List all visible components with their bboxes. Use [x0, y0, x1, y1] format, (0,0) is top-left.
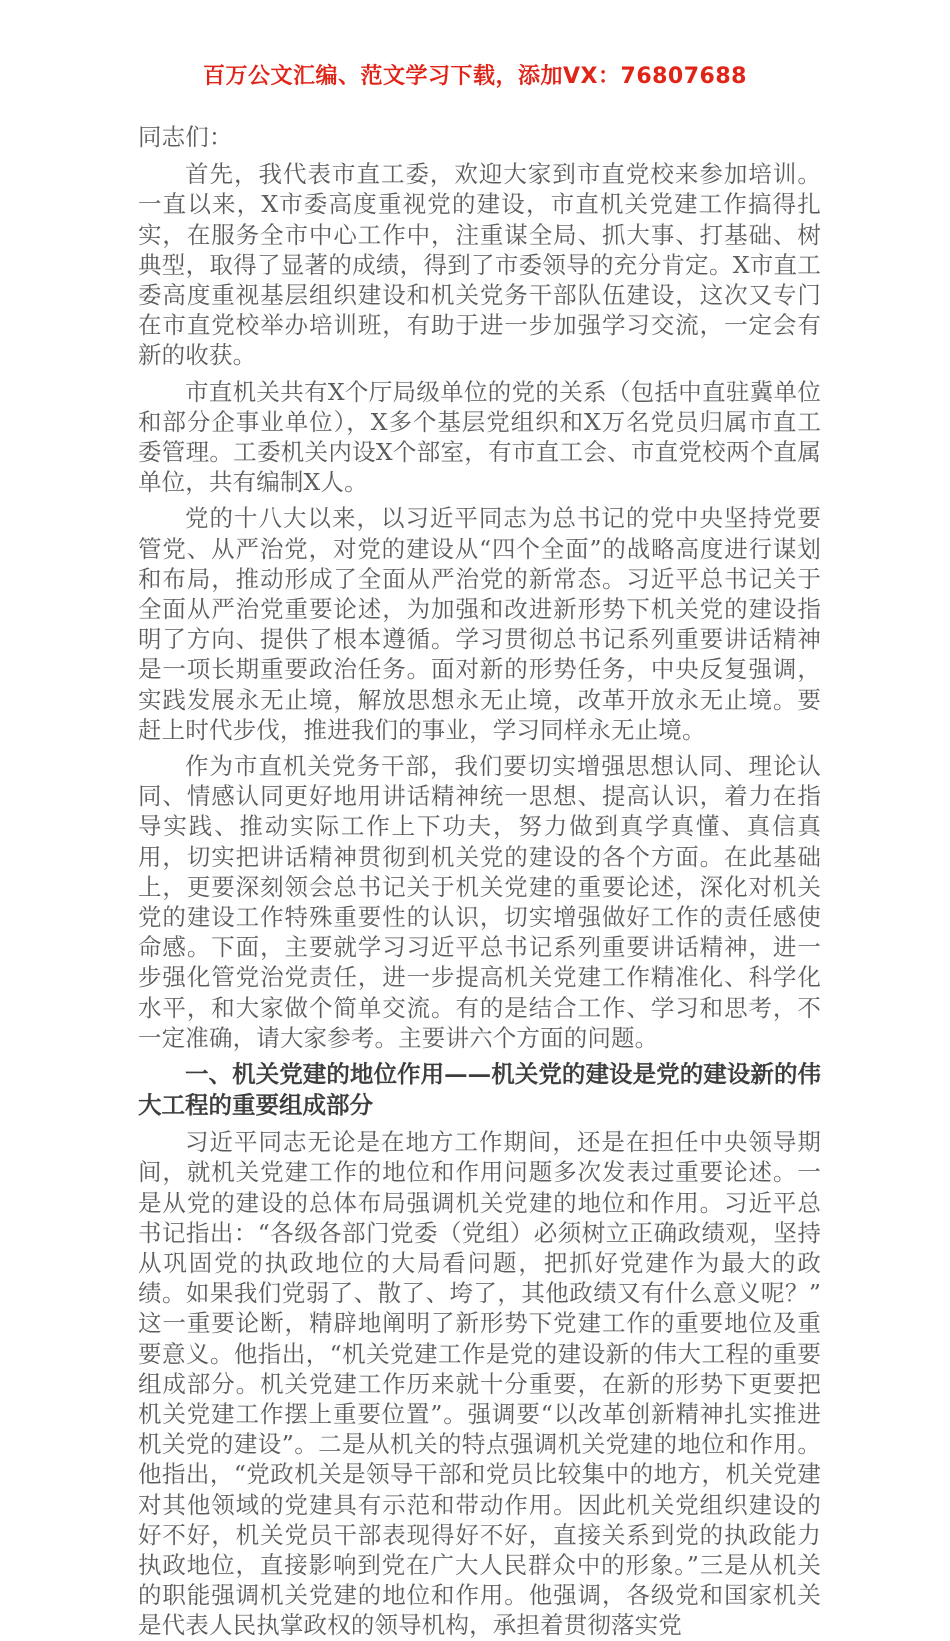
promo-banner-text: 百万公文汇编、范文学习下载，添加VX：76807688 — [203, 64, 747, 89]
document-body — [138, 122, 821, 1641]
paragraph-2: 市直机关共有X个厅局级单位的党的关系（包括中直驻冀单位和部分企事业单位），X多个基层党组织和X万名党员归属市直工委管理。工委机关内设X个部室，有市直工会、市直党校两个直属单位，共有编制X人。 — [138, 377, 821, 497]
paragraph-3: 党的十八大以来，以习近平同志为总书记的党中央坚持党要管党、从严治党，对党的建设从“四个全面”的战略高度进行谋划和布局，推动形成了全面从严治党的新常态。习近平总书记关于全面从严治党重要论述，为加强和改进新形势下机关党的建设指明了方向、提供了根本遵循。学习贯彻总书记系列重要讲话精神是一项长期重要政治任务。面对新的形势任务，中央反复强调，实践发展永无止境，解放思想永无止境，改革开放永无止境。要赶上时代步伐，推进我们的事业，学习同样永无止境。 — [138, 504, 821, 744]
promo-banner — [0, 62, 950, 92]
salutation-line: 同志们： — [138, 123, 233, 151]
paragraph-4: 作为市直机关党务干部，我们要切实增强思想认同、理论认同、情感认同更好地用讲话精神统一思想、提高认识，着力在指导实践、推动实际工作上下功夫，努力做到真学真懂、真信真用，切实把讲话精神贯彻到机关党的建设的各个方面。在此基础上，更要深刻领会总书记关于机关党建的重要论述，深化对机关党的建设工作特殊重要性的认识，切实增强做好工作的责任感使命感。下面，主要就学习习近平总书记系列重要讲话精神，进一步强化管党治党责任，进一步提高机关党建工作精准化、科学化水平，和大家做个简单交流。有的是结合工作、学习和思考，不一定准确，请大家参考。主要讲六个方面的问题。 — [138, 752, 821, 1052]
section-paragraph-1: 习近平同志无论是在地方工作期间，还是在担任中央领导期间，就机关党建工作的地位和作用问题多次发表过重要论述。一是从党的建设的总体布局强调机关党建的地位和作用。习近平总书记指出：“各级各部门党委（党组）必须树立正确政绩观，坚持从巩固党的执政地位的大局看问题，把抓好党建作为最大的政绩。如果我们党弱了、散了、垮了，其他政绩又有什么意义呢？”这一重要论断，精辟地阐明了新形势下党建工作的重要地位及重要意义。他指出，“机关党建工作是党的建设新的伟大工程的重要组成部分。机关党建工作历来就十分重要，在新的形势下更要把机关党建工作摆上重要位置”。强调要“以改革创新精神扎实推进机关党的建设”。二是从机关的特点强调机关党建的地位和作用。他指出，“党政机关是领导干部和党员比较集中的地方，机关党建对其他领域的党建具有示范和带动作用。因此机关党组织建设的好不好，机关党员干部表现得好不好，直接关系到党的执政能力执政地位，直接影响到党在广大人民群众中的形象。”三是从机关的职能强调机关党建的地位和作用。他强调，各级党和国家机关是代表人民执掌政权的领导机构，承担着贯彻落实党 — [138, 1128, 821, 1640]
section-heading-1: 一、机关党建的地位作用——机关党的建设是党的建设新的伟大工程的重要组成部分 — [138, 1060, 821, 1120]
paragraph-1: 首先，我代表市直工委，欢迎大家到市直党校来参加培训。一直以来，X市委高度重视党的建设，市直机关党建工作搞得扎实，在服务全市中心工作中，注重谋全局、抓大事、打基础、树典型，取得了显著的成绩，得到了市委领导的充分肯定。X市直工委高度重视基层组织建设和机关党务干部队伍建设，这次又专门在市直党校举办培训班，有助于进一步加强学习交流，一定会有新的收获。 — [138, 160, 821, 370]
